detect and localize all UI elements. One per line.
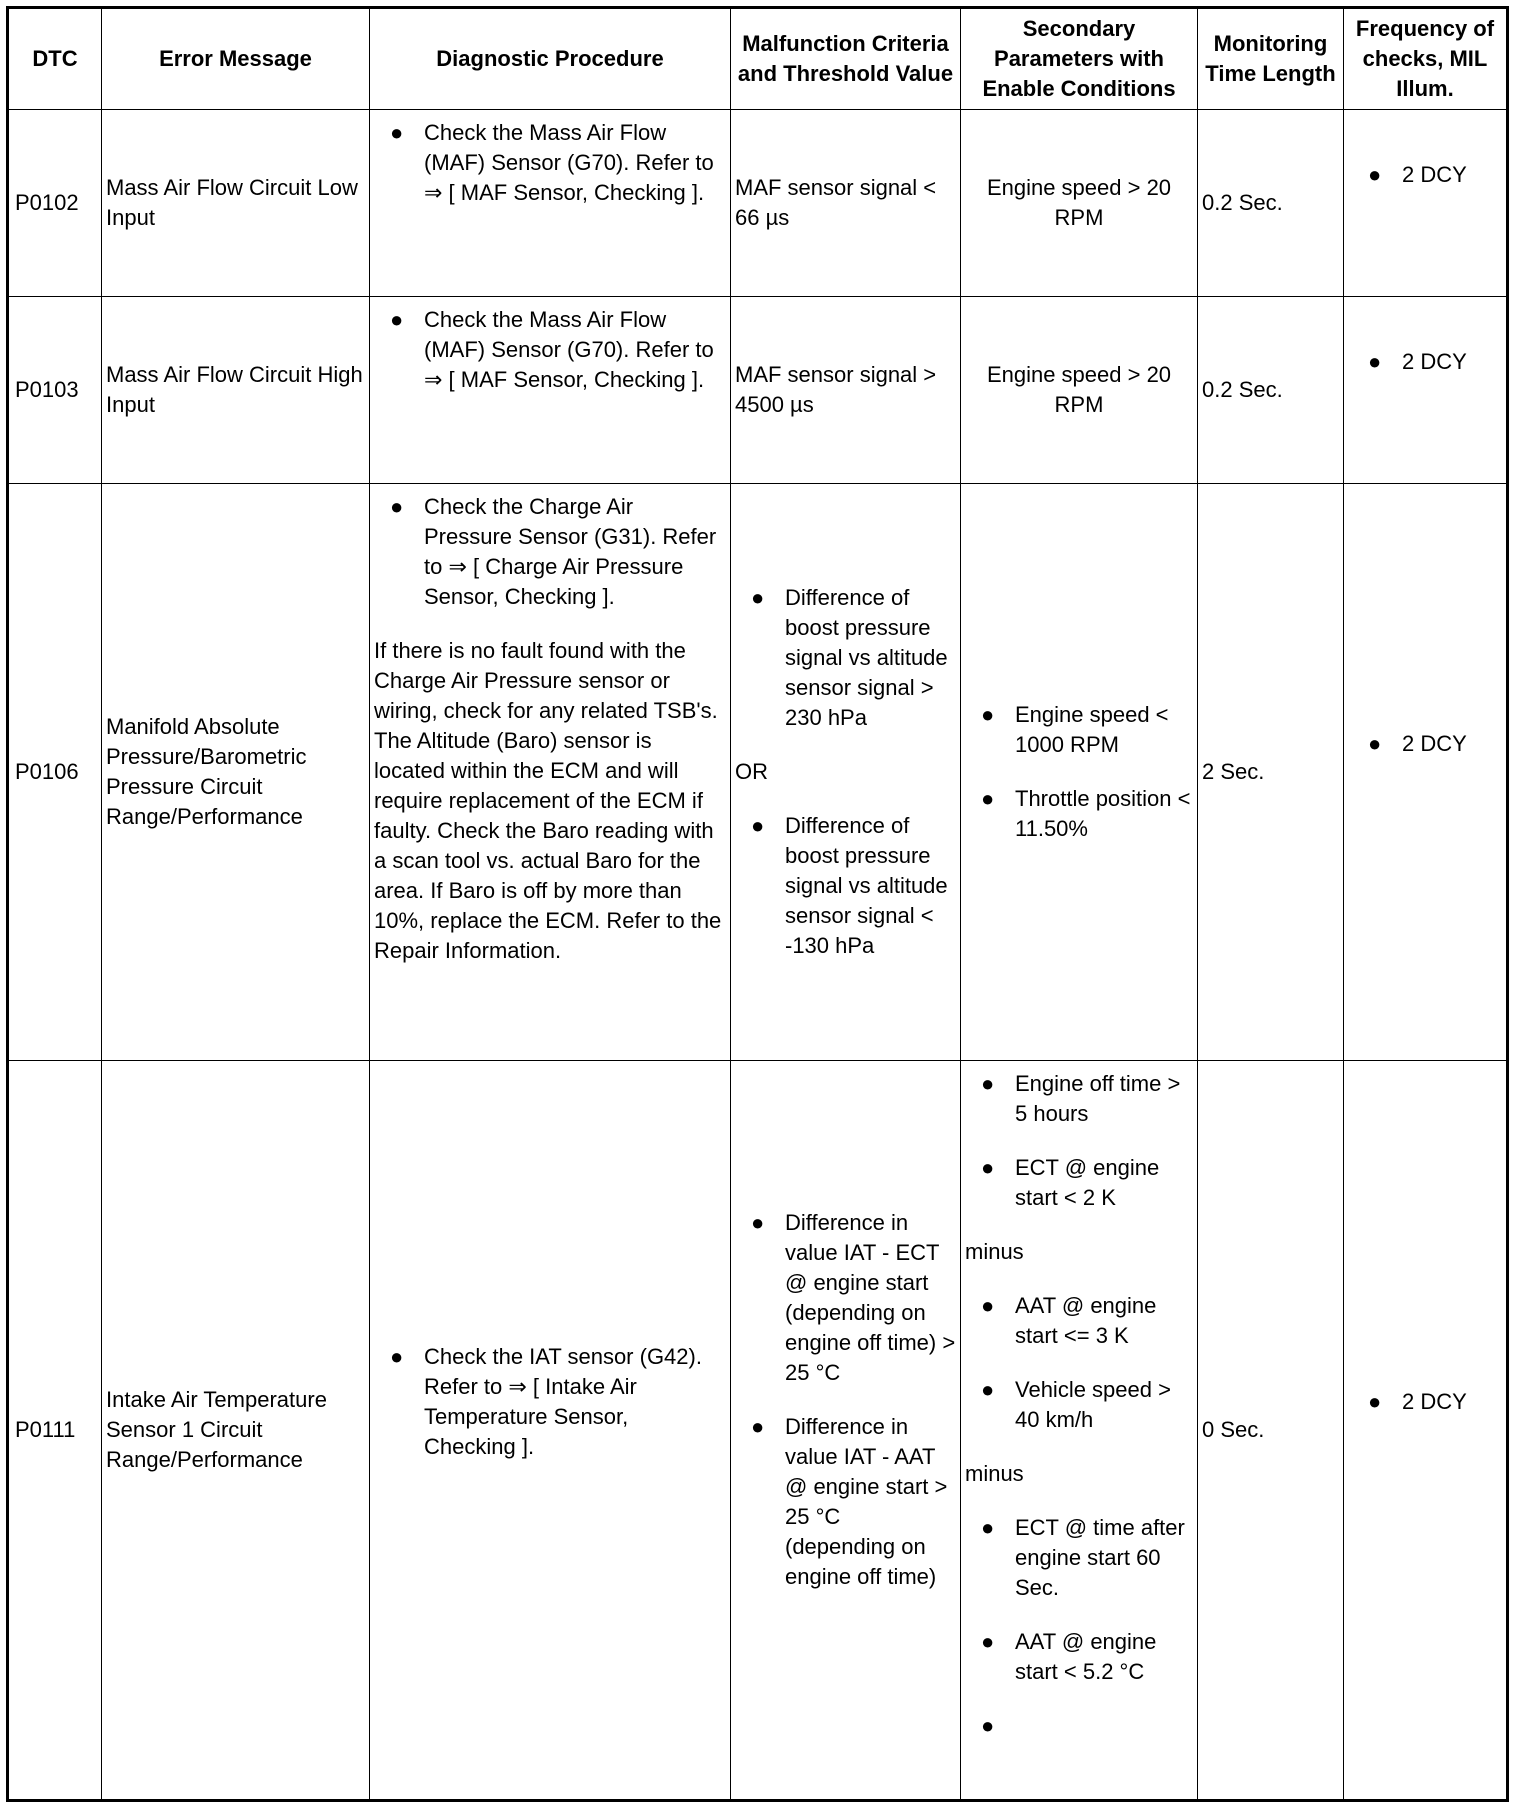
list-item xyxy=(965,1513,1193,1603)
secondary-text: Vehicle speed > 40 km/h xyxy=(1015,1377,1171,1432)
procedure-text: Check the Mass Air Flow (MAF) Sensor (G70). Refer to ⇒ [ MAF Sensor, Checking ]. xyxy=(424,307,714,392)
dtc-code: P0111 xyxy=(8,1061,102,1801)
malfunction-criteria xyxy=(731,1061,961,1801)
bullet-icon: ● xyxy=(981,1629,995,1654)
bullet-icon: ● xyxy=(390,307,404,332)
diagnostic-procedure xyxy=(370,297,731,484)
bullet-icon: ● xyxy=(1368,162,1382,187)
criteria-text: Difference in value IAT - ECT @ engine start (depending on engine off time) > 25 °C xyxy=(785,1210,956,1385)
frequency-text: 2 DCY xyxy=(1402,349,1467,374)
list-item xyxy=(374,1342,726,1462)
bullet-icon: ● xyxy=(981,786,995,811)
error-message: Intake Air Temperature Sensor 1 Circuit Range/Performance xyxy=(102,1061,370,1801)
header-dtc: DTC xyxy=(8,8,102,110)
bullet-icon: ● xyxy=(751,585,765,610)
list-item xyxy=(735,1208,956,1388)
bullet-icon: ● xyxy=(981,1293,995,1318)
procedure-text: Check the IAT sensor (G42). Refer to ⇒ [ Intake Air Temperature Sensor, Checking ]. xyxy=(424,1344,702,1459)
list-item xyxy=(965,1291,1193,1351)
procedure-text: Check the Charge Air Pressure Sensor (G31). Refer to ⇒ [ Charge Air Pressure Sensor, Checking ]. xyxy=(424,494,717,609)
secondary-parameters xyxy=(961,484,1198,1061)
bullet-icon: ● xyxy=(1368,731,1382,756)
list-item xyxy=(965,1375,1193,1435)
secondary-text: Engine speed < 1000 RPM xyxy=(1015,702,1169,757)
header-frequency: Frequency of checks, MIL Illum. xyxy=(1344,8,1508,110)
frequency-text: 2 DCY xyxy=(1402,1389,1467,1414)
secondary-parameters xyxy=(961,1061,1198,1801)
list-item xyxy=(735,811,956,961)
malfunction-criteria: MAF sensor signal < 66 µs xyxy=(731,110,961,297)
list-item xyxy=(374,118,726,208)
malfunction-criteria xyxy=(731,484,961,1061)
bullet-icon: ● xyxy=(390,120,404,145)
bullet-icon: ● xyxy=(390,494,404,519)
monitoring-time: 2 Sec. xyxy=(1198,484,1344,1061)
secondary-text: AAT @ engine start <= 3 K xyxy=(1015,1293,1157,1348)
list-item xyxy=(1348,347,1502,377)
header-error-message: Error Message xyxy=(102,8,370,110)
diagnostic-procedure xyxy=(370,110,731,297)
monitoring-time: 0 Sec. xyxy=(1198,1061,1344,1801)
list-item xyxy=(735,1412,956,1592)
dtc-table xyxy=(6,6,1509,1802)
error-message: Mass Air Flow Circuit High Input xyxy=(102,297,370,484)
list-item xyxy=(1348,160,1502,190)
bullet-icon: ● xyxy=(751,1414,765,1439)
dtc-code: P0106 xyxy=(8,484,102,1061)
header-secondary-parameters: Secondary Parameters with Enable Conditions xyxy=(961,8,1198,110)
bullet-icon: ● xyxy=(1368,1389,1382,1414)
bullet-icon: ● xyxy=(981,1515,995,1540)
bullet-icon: ● xyxy=(981,702,995,727)
secondary-text: AAT @ engine start < 5.2 °C xyxy=(1015,1629,1157,1684)
diagnostic-procedure xyxy=(370,1061,731,1801)
error-message: Mass Air Flow Circuit Low Input xyxy=(102,110,370,297)
header-diagnostic-procedure: Diagnostic Procedure xyxy=(370,8,731,110)
malfunction-criteria: MAF sensor signal > 4500 µs xyxy=(731,297,961,484)
frequency-text: 2 DCY xyxy=(1402,731,1467,756)
list-item xyxy=(965,784,1193,844)
bullet-icon: ● xyxy=(1368,349,1382,374)
criteria-text: Difference in value IAT - AAT @ engine start > 25 °C (depending on engine off time) xyxy=(785,1414,948,1589)
bullet-icon: ● xyxy=(981,1071,995,1096)
secondary-minus: minus xyxy=(965,1461,1024,1486)
diagnostic-procedure xyxy=(370,484,731,1061)
secondary-parameters: Engine speed > 20 RPM xyxy=(961,110,1198,297)
monitoring-time: 0.2 Sec. xyxy=(1198,297,1344,484)
secondary-parameters: Engine speed > 20 RPM xyxy=(961,297,1198,484)
list-item xyxy=(965,1069,1193,1129)
list-item xyxy=(374,305,726,395)
secondary-text: Throttle position < 11.50% xyxy=(1015,786,1191,841)
frequency-text: 2 DCY xyxy=(1402,162,1467,187)
bullet-icon: ● xyxy=(981,1713,995,1738)
list-item xyxy=(735,583,956,733)
list-item xyxy=(1348,1387,1502,1417)
bullet-icon: ● xyxy=(390,1344,404,1369)
table-row xyxy=(8,484,1508,1061)
list-item xyxy=(965,700,1193,760)
list-item xyxy=(965,1153,1193,1213)
secondary-text: ECT @ time after engine start 60 Sec. xyxy=(1015,1515,1185,1600)
header-row xyxy=(8,8,1508,110)
table-row xyxy=(8,1061,1508,1801)
procedure-note: If there is no fault found with the Charge Air Pressure sensor or wiring, check for any related TSB's. The Altitude (Baro) sensor is located within the ECM and will require replacement of the ECM if faulty. Check the Baro reading with a scan tool vs. actual Baro for the area. If Baro is off by more than 10%, replace the ECM. Refer to the Repair Information. xyxy=(374,638,722,963)
dtc-code: P0102 xyxy=(8,110,102,297)
table-row xyxy=(8,110,1508,297)
frequency xyxy=(1344,297,1508,484)
bullet-icon: ● xyxy=(981,1155,995,1180)
procedure-text: Check the Mass Air Flow (MAF) Sensor (G70). Refer to ⇒ [ MAF Sensor, Checking ]. xyxy=(424,120,714,205)
frequency xyxy=(1344,484,1508,1061)
frequency xyxy=(1344,110,1508,297)
list-item xyxy=(1348,729,1502,759)
secondary-text: ECT @ engine start < 2 K xyxy=(1015,1155,1160,1210)
header-monitoring-time: Monitoring Time Length xyxy=(1198,8,1344,110)
criteria-or: OR xyxy=(735,759,768,784)
list-item xyxy=(965,1627,1193,1687)
list-item xyxy=(374,492,726,612)
error-message: Manifold Absolute Pressure/Barometric Pressure Circuit Range/Performance xyxy=(102,484,370,1061)
frequency xyxy=(1344,1061,1508,1801)
secondary-text: Engine off time > 5 hours xyxy=(1015,1071,1181,1126)
header-malfunction-criteria: Malfunction Criteria and Threshold Value xyxy=(731,8,961,110)
monitoring-time: 0.2 Sec. xyxy=(1198,110,1344,297)
criteria-text: Difference of boost pressure signal vs altitude sensor signal > 230 hPa xyxy=(785,585,948,730)
bullet-icon: ● xyxy=(751,813,765,838)
dtc-code: P0103 xyxy=(8,297,102,484)
bullet-icon: ● xyxy=(751,1210,765,1235)
bullet-icon: ● xyxy=(981,1377,995,1402)
criteria-text: Difference of boost pressure signal vs altitude sensor signal < -130 hPa xyxy=(785,813,948,958)
table-row xyxy=(8,297,1508,484)
secondary-minus: minus xyxy=(965,1239,1024,1264)
